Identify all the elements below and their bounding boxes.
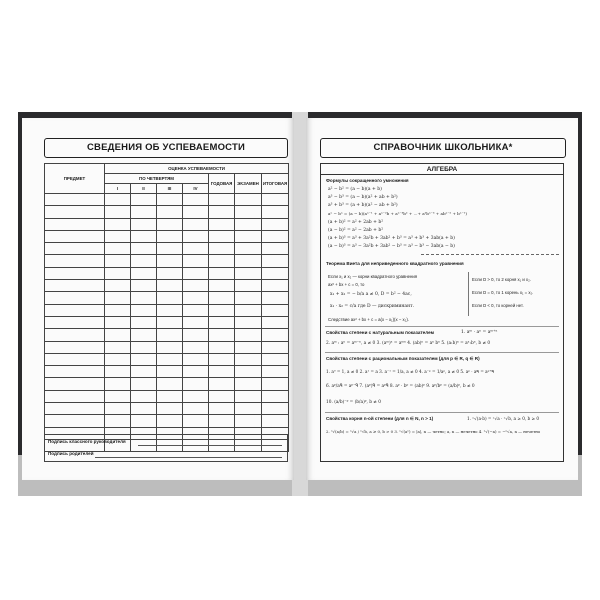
grade-cell[interactable]	[157, 329, 183, 341]
grade-cell[interactable]	[131, 366, 157, 378]
grade-cell[interactable]	[131, 378, 157, 390]
grade-cell[interactable]	[262, 329, 289, 341]
subject-cell[interactable]	[45, 255, 105, 267]
grade-cell[interactable]	[157, 366, 183, 378]
grade-cell[interactable]	[105, 378, 131, 390]
grade-cell[interactable]	[209, 206, 235, 218]
formula-line: a³ + b³ = (a + b)(a² − ab + b²)	[328, 203, 398, 208]
subject-cell[interactable]	[45, 390, 105, 402]
grade-cell[interactable]	[209, 267, 235, 279]
grade-cell[interactable]	[157, 378, 183, 390]
formula-line: (a − b)² = a² − 2ab + b²	[328, 228, 384, 233]
grade-cell[interactable]	[131, 329, 157, 341]
grade-cell[interactable]	[105, 304, 131, 316]
discriminant-case: Если D = 0, то 1 корень x₁ = x₂.	[472, 290, 534, 295]
subject-cell[interactable]	[45, 292, 105, 304]
divider	[325, 412, 559, 413]
subject-cell[interactable]	[45, 378, 105, 390]
grade-cell[interactable]	[105, 403, 131, 415]
grade-cell[interactable]	[131, 403, 157, 415]
grade-cell[interactable]	[105, 218, 131, 230]
grade-cell[interactable]	[209, 341, 235, 353]
grade-cell[interactable]	[235, 304, 262, 316]
grade-cell[interactable]	[131, 415, 157, 427]
table-row	[45, 230, 289, 242]
grade-cell[interactable]	[209, 378, 235, 390]
grade-cell[interactable]	[235, 280, 262, 292]
vieta-formula: x₁ · x₂ = c/a где D — дискриминант.	[330, 304, 415, 309]
vieta-text: ax² + bx + c = 0, то	[328, 282, 365, 287]
root-formulas: 2. ⁿ√(a/b) = ⁿ√a / ⁿ√b, a ≥ 0, b > 0 3. ⁿ√(aⁿ) = |a|, n — четно; a, n — нечетно 4. ⁿ√(−a) = −ⁿ√a, n — нечетно	[326, 429, 541, 434]
rational-formulas: 6. aᵖ/aᑫ = aᵖ⁻ᑫ 7. (aᵖ)ᑫ = aᵖᑫ 8. aᵖ · bᵖ = (ab)ᵖ 9. aᵖ/bᵖ = (a/b)ᵖ, b ≠ 0	[326, 384, 475, 389]
grade-cell[interactable]	[209, 255, 235, 267]
grade-cell[interactable]	[235, 366, 262, 378]
page-title: СВЕДЕНИЯ ОБ УСПЕВАЕМОСТИ	[44, 138, 288, 158]
grade-cell[interactable]	[105, 280, 131, 292]
grade-cell[interactable]	[262, 230, 289, 242]
table-row	[45, 194, 289, 206]
signature-teacher-label: Подпись классного руководителя	[48, 439, 126, 444]
grade-cell[interactable]	[235, 206, 262, 218]
subject-cell[interactable]	[45, 206, 105, 218]
grade-cell[interactable]	[262, 194, 289, 206]
table-row	[45, 280, 289, 292]
grade-cell[interactable]	[235, 194, 262, 206]
grade-cell[interactable]	[235, 390, 262, 402]
grade-cell[interactable]	[235, 353, 262, 365]
grade-cell[interactable]	[157, 218, 183, 230]
grade-cell[interactable]	[235, 316, 262, 328]
right-page	[306, 118, 578, 480]
quarters-header: ПО ЧЕТВЕРТЯМ	[105, 174, 209, 184]
subject-cell[interactable]	[45, 415, 105, 427]
grade-cell[interactable]	[183, 206, 209, 218]
quarter-4-header: IV	[183, 184, 209, 194]
grade-cell[interactable]	[183, 415, 209, 427]
grade-cell[interactable]	[262, 206, 289, 218]
grade-cell[interactable]	[131, 267, 157, 279]
table-row	[45, 218, 289, 230]
table-row	[45, 243, 289, 255]
grade-cell[interactable]	[183, 390, 209, 402]
discriminant-case: Если D < 0, то корней нет.	[472, 303, 524, 308]
rational-formulas: 10. (a/b)⁻ᵖ = (b/a)ᵖ, b ≠ 0	[326, 400, 382, 405]
table-row	[45, 316, 289, 328]
grade-cell[interactable]	[131, 255, 157, 267]
grade-cell[interactable]	[209, 390, 235, 402]
grade-cell[interactable]	[157, 267, 183, 279]
table-row	[45, 403, 289, 415]
vieta-text: Если x₁ и x₂ — корни квадратного уравнения	[328, 274, 418, 279]
grade-cell[interactable]	[262, 243, 289, 255]
grade-cell[interactable]	[131, 341, 157, 353]
grade-cell[interactable]	[105, 292, 131, 304]
signature-parents-line[interactable]	[95, 457, 282, 458]
grades-header: ОЦЕНКА УСПЕВАЕМОСТИ	[105, 164, 289, 174]
subject-cell[interactable]	[45, 218, 105, 230]
table-row	[45, 415, 289, 427]
table-row	[45, 341, 289, 353]
grade-cell[interactable]	[209, 243, 235, 255]
quarter-2-header: II	[131, 184, 157, 194]
grade-cell[interactable]	[131, 353, 157, 365]
grade-cell[interactable]	[157, 243, 183, 255]
divider	[321, 174, 563, 175]
root-heading: Свойства корня n-ой степени (для n ∈ N, n > 1)	[326, 416, 434, 421]
grade-cell[interactable]	[262, 304, 289, 316]
grade-cell[interactable]	[131, 218, 157, 230]
grade-cell[interactable]	[183, 255, 209, 267]
grade-cell[interactable]	[209, 292, 235, 304]
grade-cell[interactable]	[209, 194, 235, 206]
formula-line: (a + b)³ = a³ + 3a²b + 3ab² + b³ = a³ + b³ + 3ab(a + b)	[328, 236, 455, 241]
grade-cell[interactable]	[105, 194, 131, 206]
grade-cell[interactable]	[235, 267, 262, 279]
formula-line: (a + b)² = a² + 2ab + b²	[328, 220, 384, 225]
table-row	[45, 292, 289, 304]
grade-cell[interactable]	[183, 304, 209, 316]
grade-cell[interactable]	[209, 353, 235, 365]
grade-cell[interactable]	[157, 341, 183, 353]
grade-cell[interactable]	[262, 292, 289, 304]
vieta-corollary: Следствие ax² + bx + c = a(x − x₁)(x − x₂).	[328, 317, 409, 322]
grade-cell[interactable]	[235, 292, 262, 304]
grade-cell[interactable]	[157, 304, 183, 316]
grade-cell[interactable]	[131, 243, 157, 255]
quarter-1-header: I	[105, 184, 131, 194]
grade-cell[interactable]	[131, 194, 157, 206]
power-formula: 1. aᵐ · aⁿ = aᵐ⁺ⁿ	[461, 330, 498, 335]
discriminant-case: Если D > 0, то 2 корня x₁ и x₂.	[472, 277, 531, 282]
grade-cell[interactable]	[235, 255, 262, 267]
grade-cell[interactable]	[209, 280, 235, 292]
grade-cell[interactable]	[235, 243, 262, 255]
divider	[325, 352, 559, 353]
grade-cell[interactable]	[105, 341, 131, 353]
grade-cell[interactable]	[235, 403, 262, 415]
subject-cell[interactable]	[45, 194, 105, 206]
grade-cell[interactable]	[209, 218, 235, 230]
table-row	[45, 304, 289, 316]
grade-cell[interactable]	[235, 415, 262, 427]
subject-cell[interactable]	[45, 243, 105, 255]
formula-line: a² − b² = (a − b)(a + b)	[328, 187, 382, 192]
grade-cell[interactable]	[183, 316, 209, 328]
grade-cell[interactable]	[183, 366, 209, 378]
final-header: ИТОГОВАЯ	[262, 174, 289, 194]
grade-cell[interactable]	[157, 280, 183, 292]
grade-cell[interactable]	[105, 243, 131, 255]
power-formulas: 2. aᵐ : aⁿ = aᵐ⁻ⁿ, a ≠ 0 3. (aᵐ)ⁿ = aᵐⁿ 4. (ab)ⁿ = aⁿ bⁿ 5. (a:b)ⁿ = aⁿ:bⁿ, b ≠ 0	[326, 341, 491, 346]
table-row	[45, 255, 289, 267]
grade-cell[interactable]	[105, 415, 131, 427]
formula-line: (a − b)³ = a³ − 3a²b + 3ab² − b³ = a³ − b³ − 3ab(a − b)	[328, 244, 455, 249]
vieta-formula: x₁ + x₂ = − b/a a ≠ 0, D = b² − 4ac,	[330, 292, 412, 297]
grade-cell[interactable]	[262, 316, 289, 328]
grade-cell[interactable]	[183, 218, 209, 230]
grade-cell[interactable]	[262, 366, 289, 378]
subject-cell[interactable]	[45, 329, 105, 341]
page-title-reference: СПРАВОЧНИК ШКОЛЬНИКА*	[320, 138, 566, 158]
table-row	[45, 378, 289, 390]
grade-cell[interactable]	[235, 378, 262, 390]
grade-cell[interactable]	[157, 316, 183, 328]
grade-cell[interactable]	[209, 230, 235, 242]
grade-cell[interactable]	[131, 230, 157, 242]
subject-cell[interactable]	[45, 366, 105, 378]
grade-cell[interactable]	[235, 341, 262, 353]
signature-box	[44, 434, 288, 462]
grade-cell[interactable]	[183, 341, 209, 353]
grade-cell[interactable]	[183, 329, 209, 341]
subject-cell[interactable]	[45, 341, 105, 353]
grade-cell[interactable]	[209, 329, 235, 341]
grade-cell[interactable]	[262, 415, 289, 427]
grade-cell[interactable]	[235, 218, 262, 230]
grade-cell[interactable]	[209, 316, 235, 328]
grade-cell[interactable]	[262, 255, 289, 267]
subject-cell[interactable]	[45, 304, 105, 316]
algebra-reference-box	[320, 163, 564, 462]
grade-cell[interactable]	[183, 194, 209, 206]
grade-cell[interactable]	[183, 292, 209, 304]
grade-cell[interactable]	[131, 280, 157, 292]
divider	[325, 326, 559, 327]
grade-cell[interactable]	[131, 304, 157, 316]
grade-cell[interactable]	[183, 243, 209, 255]
grade-cell[interactable]	[262, 353, 289, 365]
grade-cell[interactable]	[183, 378, 209, 390]
grade-cell[interactable]	[209, 304, 235, 316]
subject-cell[interactable]	[45, 316, 105, 328]
left-page	[22, 118, 294, 480]
grade-cell[interactable]	[157, 390, 183, 402]
grade-cell[interactable]	[183, 230, 209, 242]
subject-cell[interactable]	[45, 280, 105, 292]
grade-cell[interactable]	[262, 403, 289, 415]
grade-cell[interactable]	[105, 267, 131, 279]
grade-cell[interactable]	[209, 415, 235, 427]
quarter-3-header: III	[157, 184, 183, 194]
grade-cell[interactable]	[183, 280, 209, 292]
subject-cell[interactable]	[45, 230, 105, 242]
grade-cell[interactable]	[105, 255, 131, 267]
grade-cell[interactable]	[157, 255, 183, 267]
grade-cell[interactable]	[131, 316, 157, 328]
grade-cell[interactable]	[183, 403, 209, 415]
grade-cell[interactable]	[105, 390, 131, 402]
grade-cell[interactable]	[235, 329, 262, 341]
abbrev-heading: Формулы сокращенного умножения	[326, 178, 409, 183]
grade-cell[interactable]	[131, 292, 157, 304]
signature-parents-label: Подпись родителей	[48, 451, 94, 456]
table-row	[45, 329, 289, 341]
subject-cell[interactable]	[45, 267, 105, 279]
grade-cell[interactable]	[131, 206, 157, 218]
rational-power-heading: Свойства степени с рациональным показателем (для p ∈ R, q ∈ R)	[326, 356, 480, 361]
grade-cell[interactable]	[183, 353, 209, 365]
formula-line: aⁿ − bⁿ = (a − b)(aⁿ⁻¹ + aⁿ⁻²b + aⁿ⁻³b² + ...+ a²bⁿ⁻³ + abⁿ⁻² + bⁿ⁻¹)	[328, 211, 467, 216]
grade-cell[interactable]	[157, 353, 183, 365]
grade-cell[interactable]	[262, 378, 289, 390]
grade-cell[interactable]	[209, 366, 235, 378]
subject-header: ПРЕДМЕТ	[45, 164, 105, 194]
grade-cell[interactable]	[262, 341, 289, 353]
grades-table	[44, 163, 289, 452]
grade-cell[interactable]	[262, 280, 289, 292]
yearly-header: ГОДОВАЯ	[209, 174, 235, 194]
grade-cell[interactable]	[235, 230, 262, 242]
grade-cell[interactable]	[157, 194, 183, 206]
table-row	[45, 390, 289, 402]
table-row	[45, 267, 289, 279]
grade-cell[interactable]	[157, 292, 183, 304]
table-row	[45, 206, 289, 218]
grade-cell[interactable]	[157, 230, 183, 242]
grade-cell[interactable]	[157, 206, 183, 218]
vieta-heading: Теорема Виета для неприведенного квадратного уравнения	[326, 261, 464, 266]
grade-cell[interactable]	[157, 415, 183, 427]
natural-power-heading: Свойства степени с натуральным показателем	[326, 330, 434, 335]
subject-cell[interactable]	[45, 353, 105, 365]
grade-cell[interactable]	[209, 403, 235, 415]
grade-cell[interactable]	[105, 230, 131, 242]
divider	[421, 254, 559, 255]
formula-line: a³ − b³ = (a − b)(a² + ab + b²)	[328, 195, 398, 200]
exam-header: ЭКЗАМЕН	[235, 174, 262, 194]
grade-cell[interactable]	[262, 267, 289, 279]
table-row	[45, 353, 289, 365]
grade-cell[interactable]	[105, 206, 131, 218]
signature-teacher-line[interactable]	[138, 445, 282, 446]
section-title: АЛГЕБРА	[426, 166, 458, 173]
grade-cell[interactable]	[262, 390, 289, 402]
table-row	[45, 366, 289, 378]
rational-formulas: 1. a⁰ = 1, a ≠ 0 2. a¹ = a 3. a⁻¹ = 1/a, a ≠ 0 4. a⁻ᵖ = 1/aᵖ, a ≠ 0 5. aᵖ · aᑫ = aᵖ⁺ᑫ	[326, 369, 495, 374]
subject-cell[interactable]	[45, 403, 105, 415]
grade-cell[interactable]	[105, 353, 131, 365]
grade-cell[interactable]	[157, 403, 183, 415]
root-formula: 1. ⁿ√(a·b) = ⁿ√a · ⁿ√b, a ≥ 0, b ≥ 0	[467, 416, 540, 421]
divider	[468, 272, 469, 316]
grade-cell[interactable]	[105, 316, 131, 328]
grade-cell[interactable]	[105, 329, 131, 341]
grade-cell[interactable]	[262, 218, 289, 230]
grade-cell[interactable]	[183, 267, 209, 279]
grade-cell[interactable]	[105, 366, 131, 378]
grade-cell[interactable]	[131, 390, 157, 402]
